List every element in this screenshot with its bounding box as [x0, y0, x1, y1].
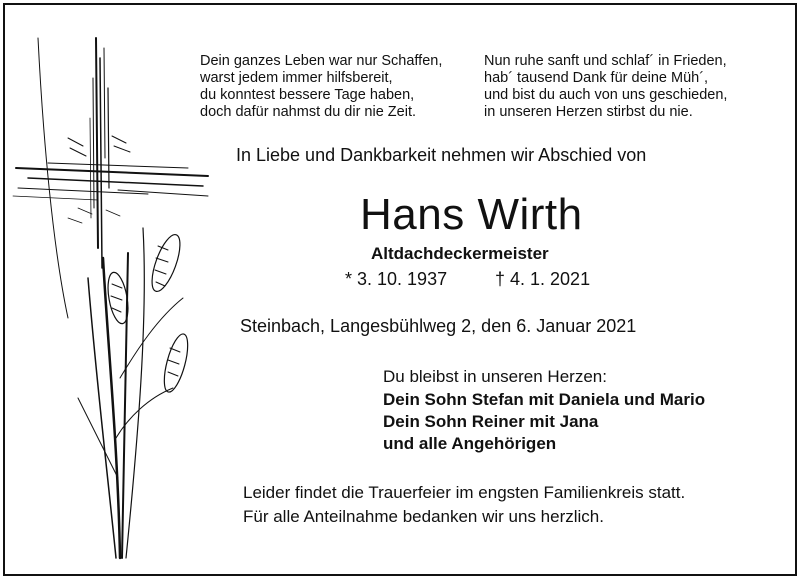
birth-date: * 3. 10. 1937 [345, 269, 448, 289]
place-and-date: Steinbach, Langesbühlweg 2, den 6. Januar 2021 [240, 316, 637, 336]
poem-left-line: Dein ganzes Leben war nur Schaffen, [200, 53, 443, 69]
poem-left-line: du konntest bessere Tage haben, [200, 87, 415, 103]
poem-left-line: warst jedem immer hilfsbereit, [200, 70, 393, 86]
poem-left-line: doch dafür nahmst du dir nie Zeit. [200, 104, 417, 120]
deceased-name: Hans Wirth [360, 190, 583, 239]
poem-left [200, 53, 442, 121]
poem-right-line: und bist du auch von uns geschieden, [484, 87, 728, 103]
family-member: Dein Sohn Reiner mit Jana [383, 412, 599, 431]
poem-right-line: hab´ tausend Dank für deine Müh´, [484, 70, 709, 86]
family-list [383, 389, 705, 455]
poem-right-line: Nun ruhe sanft und schlaf´ in Frieden, [484, 53, 727, 69]
closing-line: Leider findet die Trauerfeier im engsten Familienkreis statt. [243, 483, 686, 502]
intro-text: In Liebe und Dankbarkeit nehmen wir Abschied von [236, 145, 647, 165]
family-member: und alle Angehörigen [383, 434, 557, 453]
death-date: † 4. 1. 2021 [495, 269, 591, 289]
family-member: Dein Sohn Stefan mit Daniela und Mario [383, 390, 706, 409]
closing-line: Für alle Anteilnahme bedanken wir uns herzlich. [243, 507, 604, 526]
poem-right [484, 53, 727, 121]
remembrance-line: Du bleibst in unseren Herzen: [383, 367, 607, 386]
poem-right-line: in unseren Herzen stirbst du nie. [484, 104, 693, 120]
occupation-title: Altdachdeckermeister [371, 244, 549, 263]
cross-wheat-illustration [8, 18, 218, 563]
closing-text [243, 481, 685, 529]
